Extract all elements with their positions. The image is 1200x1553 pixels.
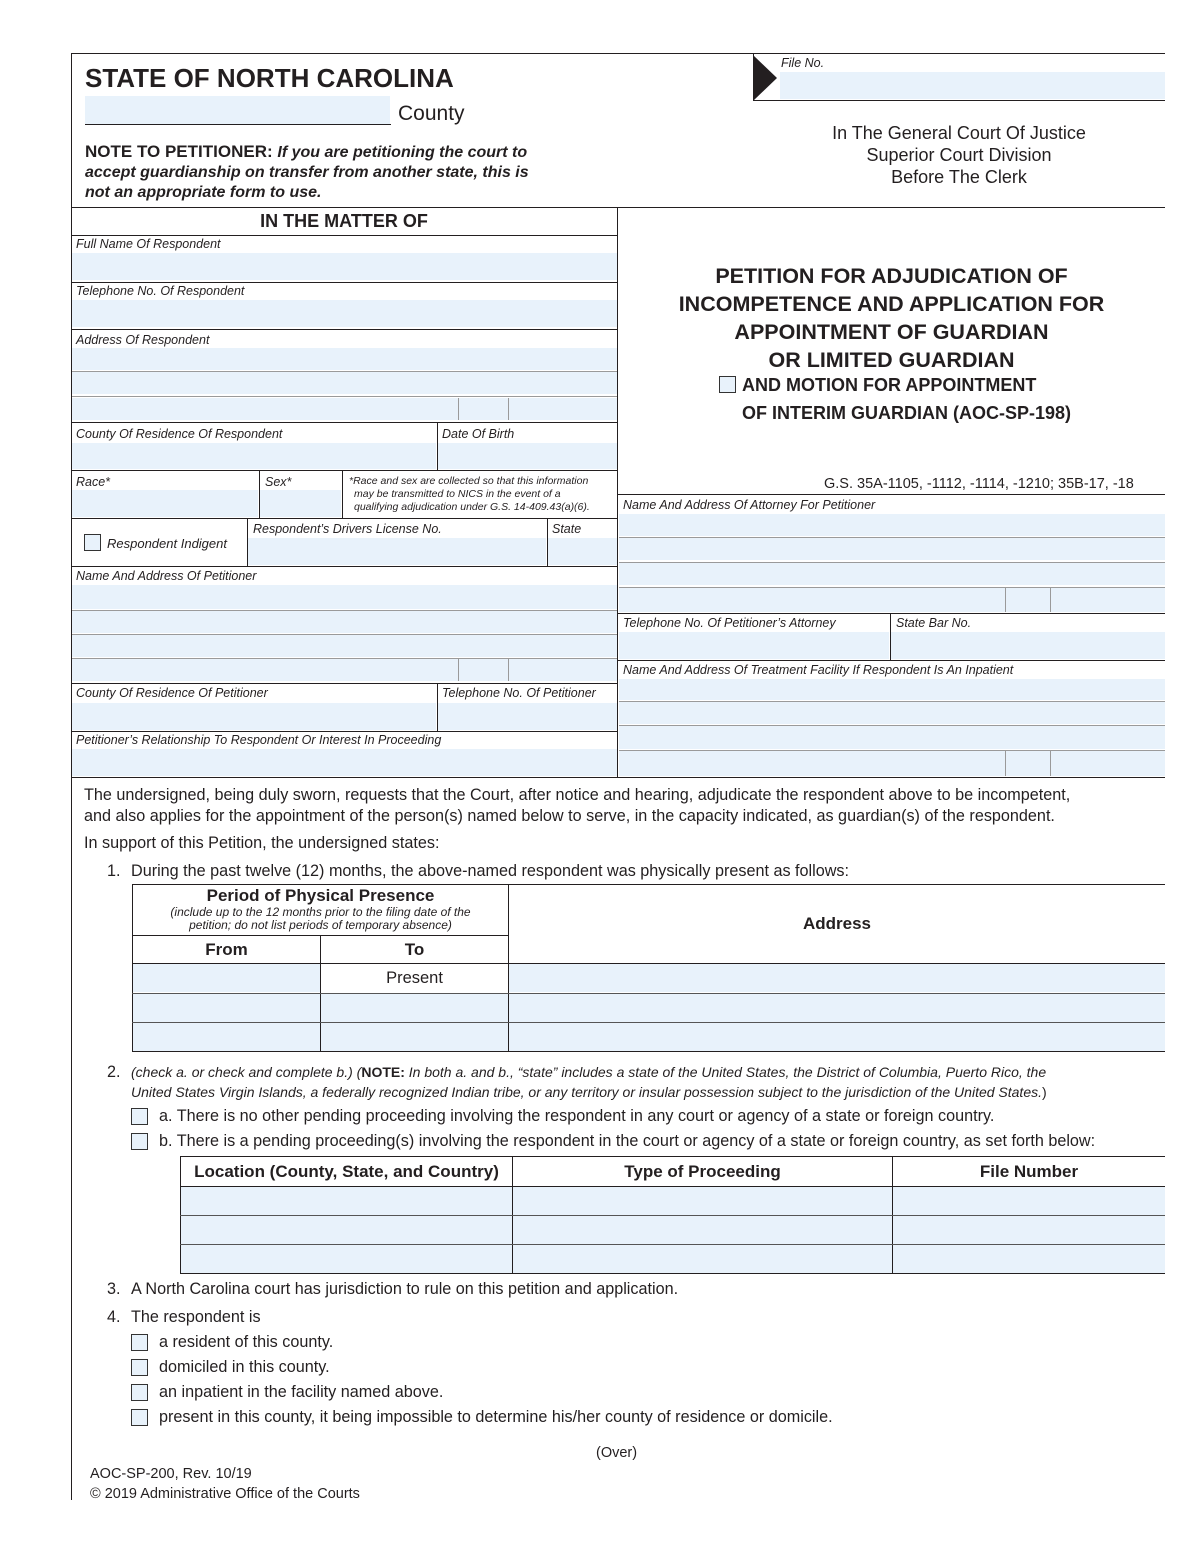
court-line2: Superior Court Division xyxy=(866,145,1052,165)
proc-file-1[interactable] xyxy=(893,1187,1165,1215)
presence-top xyxy=(132,884,1165,885)
pet-sep-3 xyxy=(72,658,617,659)
item1-number: 1. xyxy=(107,862,121,880)
petitioner-address-input-2[interactable] xyxy=(72,611,617,633)
presence-from-3[interactable] xyxy=(133,1023,320,1051)
petitioner-phone-label: Telephone No. Of Petitioner xyxy=(442,686,596,700)
race-label: Race* xyxy=(76,475,111,489)
bar-no-label: State Bar No. xyxy=(896,616,972,630)
file-no-input[interactable] xyxy=(780,72,1165,99)
rule-5 xyxy=(71,470,617,471)
respondent-address-input-1[interactable] xyxy=(72,348,617,370)
over-label: (Over) xyxy=(596,1445,638,1461)
top-rule xyxy=(71,53,1165,54)
race-note-3: qualifying adjudication under G.S. 14-409.43(a)(6). xyxy=(354,501,590,513)
item3-text: A North Carolina court has jurisdiction to rule on this petition and application. xyxy=(131,1280,679,1298)
item2-close: ) xyxy=(1042,1084,1047,1100)
county-label: County xyxy=(398,102,465,125)
petitioner-county-label: County Of Residence Of Petitioner xyxy=(76,686,268,700)
file-no-label: File No. xyxy=(781,56,825,70)
fac-sep-3 xyxy=(619,750,1165,751)
rule-6 xyxy=(71,518,617,519)
left-bottom-rule xyxy=(71,777,1165,778)
note-line1: If you are petitioning the court to xyxy=(277,144,528,161)
attorney-address-input-2[interactable] xyxy=(619,538,1165,560)
petitioner-address-input-1[interactable] xyxy=(72,585,617,609)
presence-address-3[interactable] xyxy=(509,1023,1165,1051)
option-b-text: b. There is a pending proceeding(s) involving the respondent in the court or agency of a state or foreign country, as set forth below: xyxy=(159,1132,1096,1150)
present-in-county-checkbox[interactable] xyxy=(131,1409,148,1426)
license-input[interactable] xyxy=(248,538,546,565)
petitioner-address-input-4[interactable] xyxy=(72,659,617,681)
title-line2: INCOMPETENCE AND APPLICATION FOR xyxy=(678,292,1105,316)
rule-4 xyxy=(71,422,617,423)
title-line1: PETITION FOR ADJUDICATION OF xyxy=(715,264,1068,288)
rule-r1 xyxy=(618,494,1165,495)
item2-line2-text: United States Virgin Islands, a federally recognized Indian tribe, or any territory or insular possession subject to the jurisdiction of the United States. xyxy=(131,1084,1042,1100)
presence-from-2[interactable] xyxy=(133,994,320,1022)
item2-line2 xyxy=(131,1084,1047,1100)
resident-text: a resident of this county. xyxy=(159,1333,334,1351)
respondent-indigent-checkbox[interactable] xyxy=(84,534,101,551)
fac-zip-sep-1 xyxy=(1005,751,1006,776)
proc-location-3[interactable] xyxy=(181,1245,512,1273)
relationship-label: Petitioner’s Relationship To Respondent Or Interest In Proceeding xyxy=(76,733,442,747)
file-no-arrow-icon xyxy=(753,55,777,101)
item4-number: 4. xyxy=(107,1308,121,1326)
respondent-address-label: Address Of Respondent xyxy=(76,333,210,347)
presence-bottom xyxy=(132,1051,1165,1052)
resident-checkbox[interactable] xyxy=(131,1334,148,1351)
proc-bottom xyxy=(180,1273,1165,1274)
license-state-label: State xyxy=(552,522,582,536)
facility-input-4[interactable] xyxy=(619,751,1165,776)
rule-r3 xyxy=(618,660,1165,661)
present-in-county-text: present in this county, it being impossible to determine his/her county of residence or domicile. xyxy=(159,1408,833,1426)
address-header: Address xyxy=(802,914,872,933)
item2-number: 2. xyxy=(107,1063,121,1081)
fac-sep-2 xyxy=(619,725,1165,726)
proc-file-3[interactable] xyxy=(893,1245,1165,1273)
license-label: Respondent’s Drivers License No. xyxy=(253,522,442,536)
petition-title xyxy=(618,262,1165,374)
state-title: STATE OF NORTH CAROLINA xyxy=(85,63,454,93)
item3-number: 3. xyxy=(107,1280,121,1298)
rule-3 xyxy=(71,329,617,330)
presence-address-2[interactable] xyxy=(509,994,1165,1022)
option-a-checkbox[interactable] xyxy=(131,1108,148,1125)
domiciled-checkbox[interactable] xyxy=(131,1359,148,1376)
presence-sub1: (include up to the 12 months prior to the filing date of the xyxy=(170,905,471,919)
title-line3: APPOINTMENT OF GUARDIAN xyxy=(734,320,1049,344)
county-residence-label: County Of Residence Of Respondent xyxy=(76,427,283,441)
title-line4: OR LIMITED GUARDIAN xyxy=(768,348,1015,372)
att-sep-2 xyxy=(619,562,1165,563)
address-sep-2 xyxy=(72,396,617,397)
race-sex-note xyxy=(349,475,590,514)
county-underline xyxy=(85,124,391,125)
rule-r2 xyxy=(618,613,1165,614)
form-number: AOC-SP-200, Rev. 10/19 xyxy=(90,1466,252,1482)
inpatient-text: an inpatient in the facility named above. xyxy=(159,1383,444,1401)
note-line3: not an appropriate form to use. xyxy=(85,184,322,201)
attorney-name-label: Name And Address Of Attorney For Petitioner xyxy=(623,498,876,512)
respondent-indigent-label: Respondent Indigent xyxy=(107,536,227,551)
item2-instruction: (check a. or check and complete b.) ( xyxy=(131,1064,362,1080)
fac-sep-1 xyxy=(619,701,1165,702)
matter-heading: IN THE MATTER OF xyxy=(260,211,428,231)
fac-zip-sep-2 xyxy=(1050,751,1051,776)
county-input[interactable] xyxy=(85,96,390,124)
presence-sub2: petition; do not list periods of temporary absence) xyxy=(189,918,452,932)
pet-sep-1 xyxy=(72,610,617,611)
option-b-checkbox[interactable] xyxy=(131,1133,148,1150)
rule-8 xyxy=(71,683,617,684)
pet-zip-sep-2 xyxy=(508,659,509,681)
race-note-2: may be transmitted to NICS in the event of a xyxy=(354,488,561,500)
file-no-left-rule xyxy=(753,53,754,101)
race-note-1: *Race and sex are collected so that this information xyxy=(349,475,589,487)
address-zip-sep-2 xyxy=(508,398,509,420)
header-bottom-rule xyxy=(71,207,1165,208)
interim-guardian-checkbox[interactable] xyxy=(719,376,736,393)
presence-title: Period of Physical Presence xyxy=(206,886,435,905)
statute-reference: G.S. 35A-1105, -1112, -1114, -1210; 35B-17, -18 xyxy=(824,476,1134,492)
item2-line1 xyxy=(131,1064,1046,1080)
col-file-header: File Number xyxy=(979,1162,1079,1181)
file-no-underline xyxy=(753,100,1165,101)
item4-text: The respondent is xyxy=(131,1308,261,1326)
dob-label: Date Of Birth xyxy=(442,427,515,441)
attorney-phone-input[interactable] xyxy=(619,632,889,659)
support-statement: In support of this Petition, the undersigned states: xyxy=(84,834,440,852)
att-zip-sep-1 xyxy=(1005,588,1006,612)
attorney-address-input-1[interactable] xyxy=(619,514,1165,536)
title-line6: OF INTERIM GUARDIAN (AOC-SP-198) xyxy=(742,403,1072,423)
pet-sep-2 xyxy=(72,634,617,635)
rule-2 xyxy=(71,282,617,283)
petitioner-county-input[interactable] xyxy=(72,703,436,730)
col-type-header: Type of Proceeding xyxy=(624,1162,781,1181)
county-residence-input[interactable] xyxy=(72,443,436,469)
respondent-address-input-2[interactable] xyxy=(72,372,617,394)
title-line5: AND MOTION FOR APPOINTMENT xyxy=(742,375,1037,395)
relationship-input[interactable] xyxy=(72,749,617,776)
respondent-phone-input[interactable] xyxy=(72,300,617,327)
court-info xyxy=(760,122,1158,188)
attorney-address-input-3[interactable] xyxy=(619,563,1165,585)
item2-note-text: In both a. and b., “state” includes a state of the United States, the District of Columbia, Puerto Rico, the xyxy=(404,1064,1047,1080)
domiciled-text: domiciled in this county. xyxy=(159,1358,330,1376)
att-zip-sep-2 xyxy=(1050,588,1051,612)
note-line2: accept guardianship on transfer from another state, this is xyxy=(85,164,529,181)
sex-divider xyxy=(342,470,343,518)
intro-line1: The undersigned, being duly sworn, requests that the Court, after notice and hearing, adjudicate the respondent above to be incompetent, xyxy=(84,786,1071,804)
presence-to-2[interactable] xyxy=(321,994,508,1022)
col-location-header: Location (County, State, and Country) xyxy=(194,1162,499,1181)
address-zip-sep-1 xyxy=(458,398,459,420)
presence-sub-rule xyxy=(132,935,508,936)
inpatient-checkbox[interactable] xyxy=(131,1384,148,1401)
proc-top xyxy=(180,1156,1165,1157)
option-a-text: a. There is no other pending proceeding involving the respondent in any court or agency of a state or foreign country. xyxy=(159,1107,995,1125)
rule-7 xyxy=(71,566,617,567)
petitioner-phone-input[interactable] xyxy=(438,703,617,730)
facility-label: Name And Address Of Treatment Facility If Respondent Is An Inpatient xyxy=(623,663,1014,677)
petitioner-name-label: Name And Address Of Petitioner xyxy=(76,569,257,583)
proc-type-3[interactable] xyxy=(513,1245,892,1273)
bar-no-input[interactable] xyxy=(891,632,1165,659)
presence-to-3[interactable] xyxy=(321,1023,508,1051)
address-sep-1 xyxy=(72,371,617,372)
rule-9 xyxy=(71,731,617,732)
full-name-input[interactable] xyxy=(72,253,617,280)
sex-input[interactable] xyxy=(260,490,341,517)
presence-header xyxy=(133,886,508,932)
court-line1: In The General Court Of Justice xyxy=(832,123,1086,143)
presence-from-1[interactable] xyxy=(133,964,320,992)
att-sep-1 xyxy=(619,537,1165,538)
full-name-label: Full Name Of Respondent xyxy=(76,237,221,251)
attorney-phone-label: Telephone No. Of Petitioner’s Attorney xyxy=(623,616,836,630)
dob-input[interactable] xyxy=(438,443,617,469)
facility-input-3[interactable] xyxy=(619,726,1165,749)
proc-type-2[interactable] xyxy=(513,1216,892,1244)
note-label: NOTE TO PETITIONER: xyxy=(85,142,273,161)
proc-type-1[interactable] xyxy=(513,1187,892,1215)
item1-text: During the past twelve (12) months, the above-named respondent was physically present as follows: xyxy=(131,862,850,880)
presence-to-present: Present xyxy=(386,969,443,987)
proc-file-2[interactable] xyxy=(893,1216,1165,1244)
proc-location-2[interactable] xyxy=(181,1216,512,1244)
note-to-petitioner xyxy=(85,142,529,202)
rule-1 xyxy=(71,235,617,236)
pet-zip-sep-1 xyxy=(458,659,459,681)
race-input[interactable] xyxy=(72,490,258,517)
attorney-address-input-4[interactable] xyxy=(619,588,1165,612)
att-sep-3 xyxy=(619,587,1165,588)
presence-address-1[interactable] xyxy=(509,964,1165,992)
respondent-phone-label: Telephone No. Of Respondent xyxy=(76,284,245,298)
copyright: © 2019 Administrative Office of the Courts xyxy=(90,1486,360,1502)
license-state-input[interactable] xyxy=(548,538,617,565)
sex-label: Sex* xyxy=(265,475,292,489)
petitioner-address-input-3[interactable] xyxy=(72,635,617,657)
respondent-address-input-3[interactable] xyxy=(72,398,617,420)
proc-location-1[interactable] xyxy=(181,1187,512,1215)
from-header: From xyxy=(205,940,248,959)
facility-input-1[interactable] xyxy=(619,679,1165,700)
court-line3: Before The Clerk xyxy=(891,167,1027,187)
intro-line2: and also applies for the appointment of the person(s) named below to serve, in the capacity indicated, as guardian(s) of the respondent. xyxy=(84,807,1055,825)
facility-input-2[interactable] xyxy=(619,702,1165,724)
item2-note-label: NOTE: xyxy=(361,1064,405,1080)
to-header: To xyxy=(404,940,425,959)
